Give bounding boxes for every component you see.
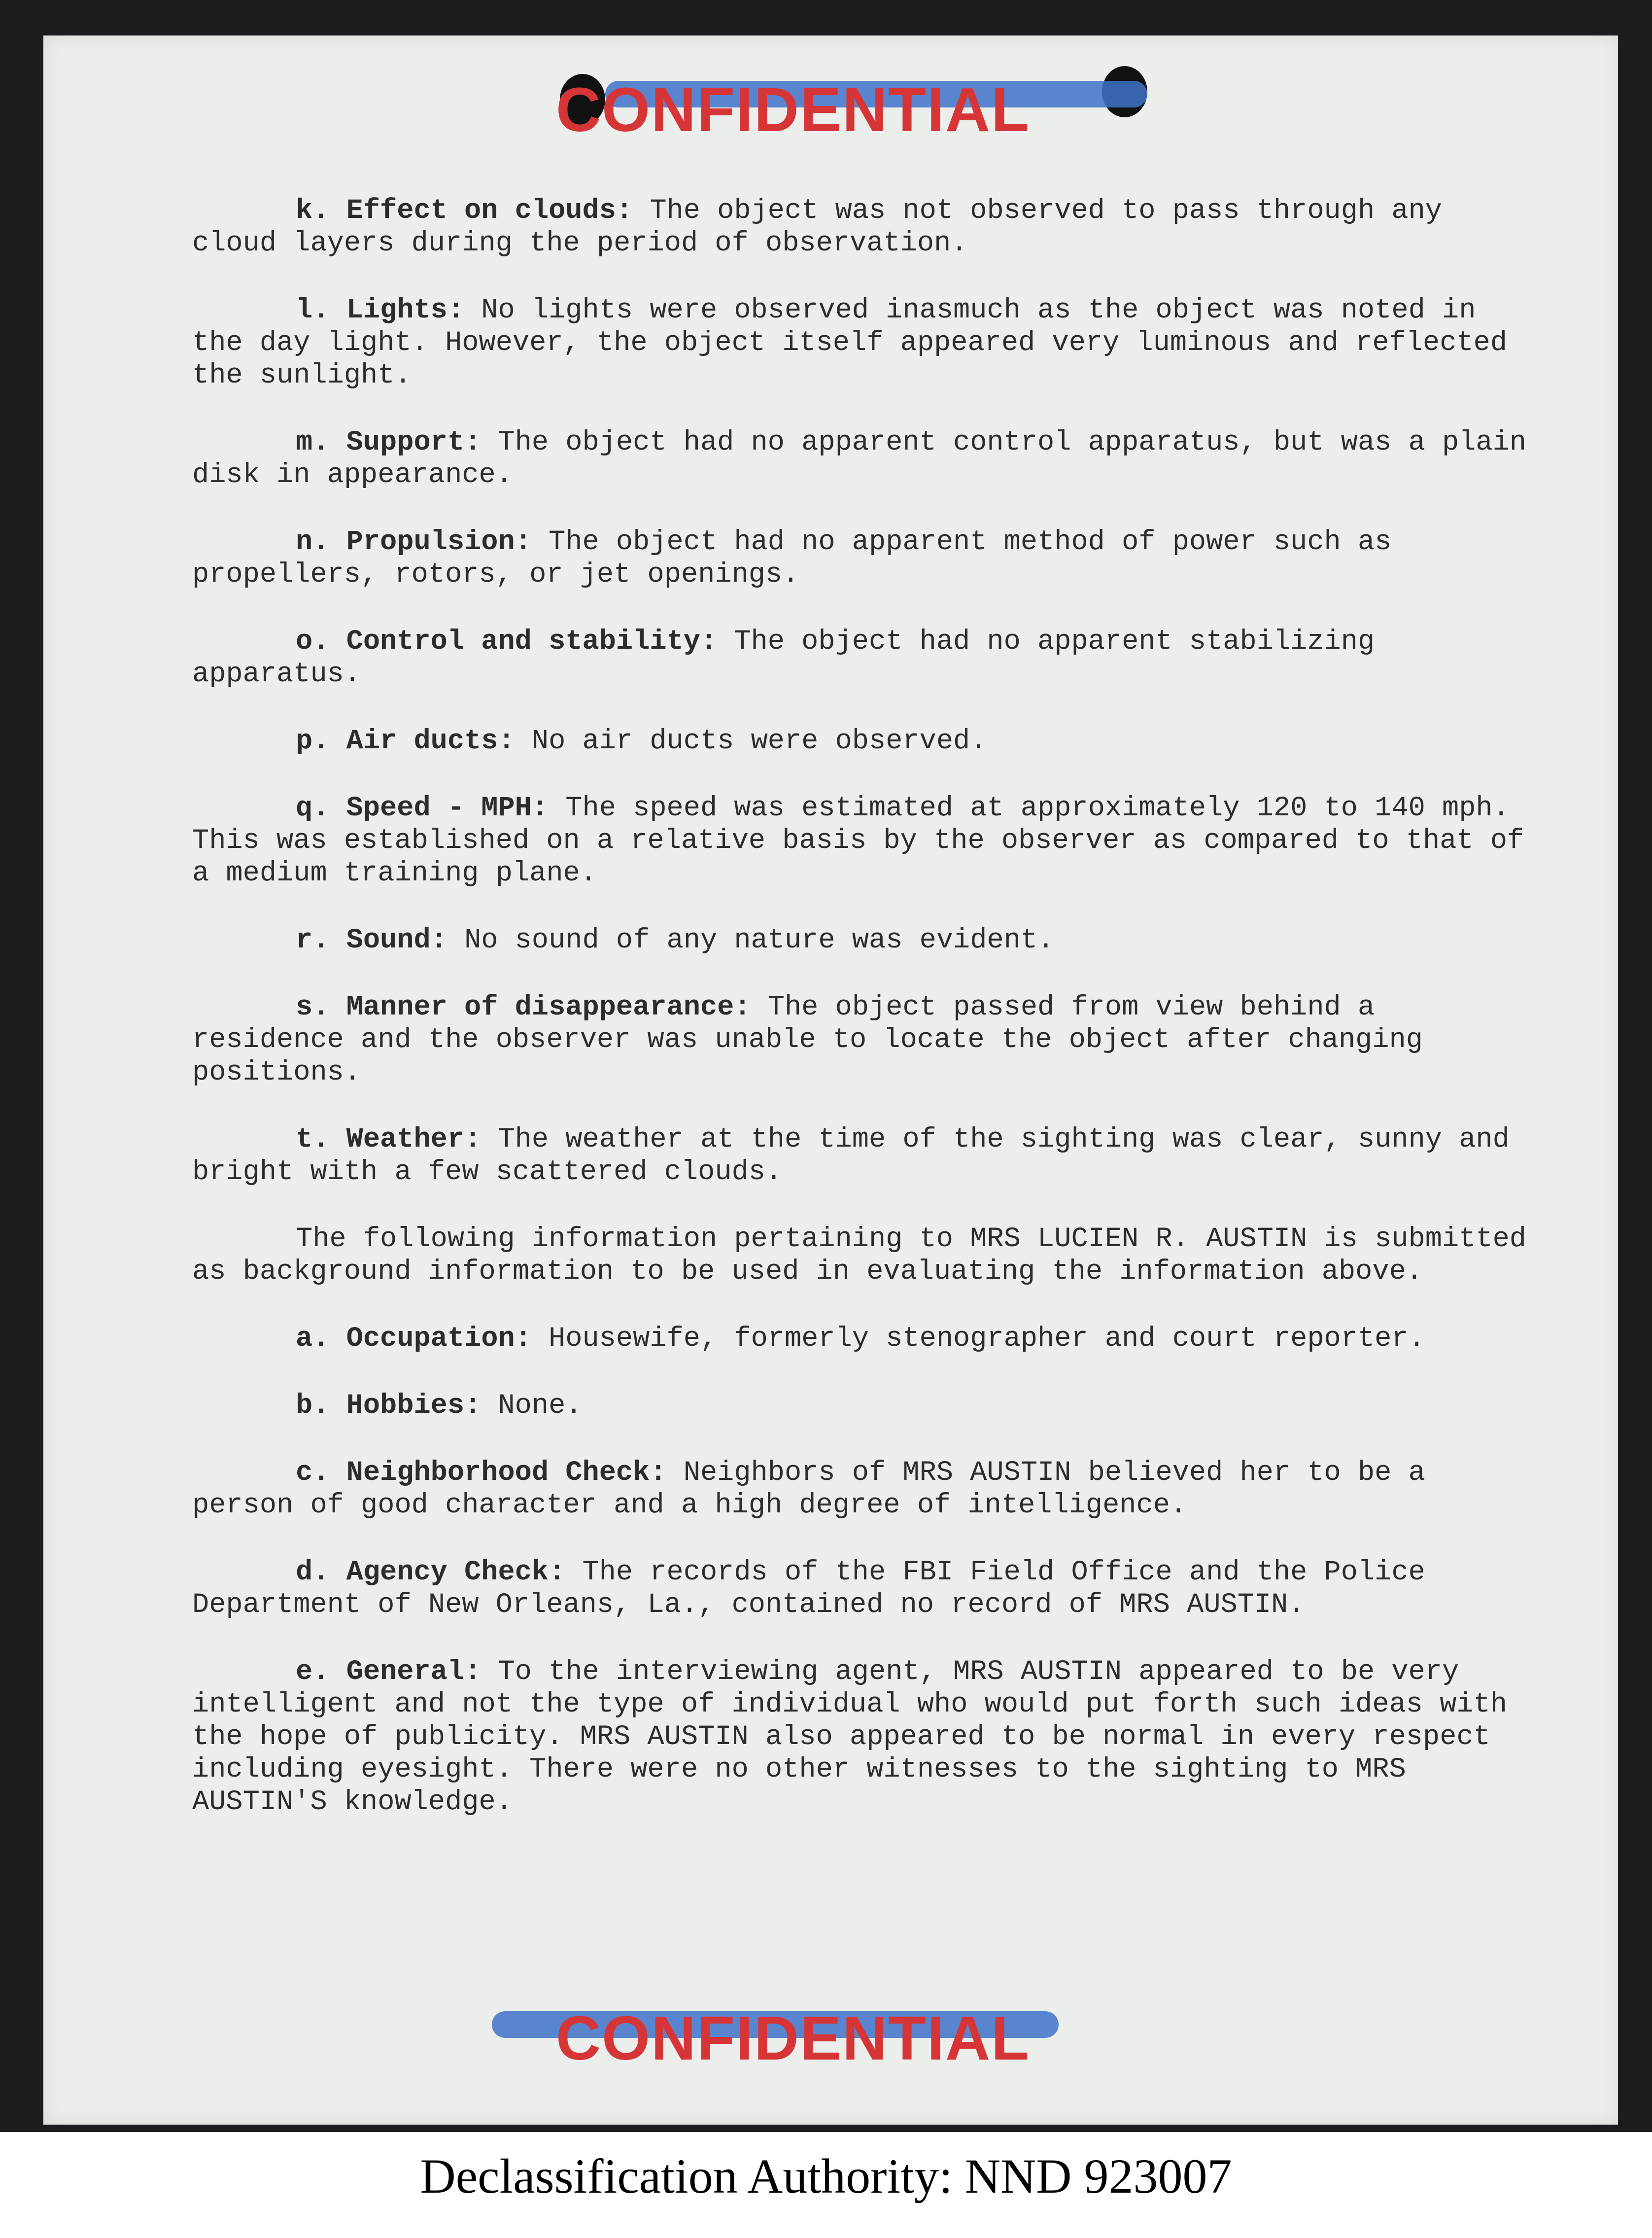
item-text: No sound of any nature was evident. xyxy=(447,925,1055,956)
item-text: Neighbors of MRS AUSTIN believed her to be a person of good character and a high degree of intelligence. xyxy=(192,1457,1425,1521)
document-body xyxy=(192,195,1543,1853)
header-confidential-stamp xyxy=(43,70,1618,149)
item-text: No air ducts were observed. xyxy=(515,726,987,757)
item-label: o. Control and stability: xyxy=(296,626,718,658)
item-label: b. Hobbies: xyxy=(296,1390,482,1422)
item-label: e. General: xyxy=(296,1656,482,1688)
declassification-caption: Declassification Authority: NND 923007 xyxy=(420,2149,1232,2203)
confidential-stamp-text: CONFIDENTIAL xyxy=(556,75,1030,144)
item-l-lights xyxy=(192,294,1543,392)
item-text: The records of the FBI Field Office and the Police Department of New Orleans, La., contained no record of MRS AUSTIN. xyxy=(192,1557,1425,1621)
item-e-general xyxy=(192,1656,1543,1818)
item-d-agency-check xyxy=(192,1556,1543,1621)
item-o-control-and-stability xyxy=(192,626,1543,691)
item-a-occupation xyxy=(192,1323,1543,1355)
item-k-effect-on-clouds xyxy=(192,195,1543,260)
item-text: The following information pertaining to MRS LUCIEN R. AUSTIN is submitted as background information to be used in evaluating the information above. xyxy=(192,1224,1527,1288)
item-n-propulsion xyxy=(192,526,1543,591)
item-s-manner-of-disappearance xyxy=(192,991,1543,1089)
item-text: To the interviewing agent, MRS AUSTIN appeared to be very intelligent and not the type of individual who would put forth such ideas with the hope of publicity. MRS AUSTIN also appeared to be normal in every respect including eyesight. There were no other witnesses to the sighting to MRS AUSTIN'S knowledge. xyxy=(192,1656,1508,1818)
item-p-air-ducts xyxy=(192,725,1543,758)
item-text: None. xyxy=(481,1390,583,1422)
item-label: p. Air ducts: xyxy=(296,726,515,757)
item-c-neighborhood-check xyxy=(192,1457,1543,1522)
item-r-sound xyxy=(192,924,1543,957)
item-text: The speed was estimated at approximately 120 to 140 mph. This was established on a relative basis by the observer as compared to that of a medium training plane. xyxy=(192,793,1524,889)
item-label: d. Agency Check: xyxy=(296,1557,566,1588)
item-label: m. Support: xyxy=(296,427,482,458)
footer-confidential-stamp xyxy=(43,1988,1618,2073)
item-label: n. Propulsion: xyxy=(296,526,532,558)
item-text: The weather at the time of the sighting was clear, sunny and bright with a few scattered clouds. xyxy=(192,1124,1510,1188)
item-label: a. Occupation: xyxy=(296,1323,532,1355)
item-label: s. Manner of disappearance: xyxy=(296,992,751,1023)
item-q-speed xyxy=(192,792,1543,890)
item-label: l. Lights: xyxy=(296,295,465,326)
item-text: The object had no apparent method of power such as propellers, rotors, or jet openings. xyxy=(192,526,1392,591)
item-text: The object had no apparent control apparatus, but was a plain disk in appearance. xyxy=(192,427,1527,491)
background-intro xyxy=(192,1223,1543,1288)
item-label: c. Neighborhood Check: xyxy=(296,1457,667,1489)
item-label: q. Speed - MPH: xyxy=(296,793,549,824)
item-text: The object was not observed to pass through any cloud layers during the period of observation. xyxy=(192,195,1442,259)
item-text: No lights were observed inasmuch as the object was noted in the day light. However, the object itself appeared very luminous and reflected the sunlight. xyxy=(192,295,1508,391)
item-label: r. Sound: xyxy=(296,925,447,956)
item-t-weather xyxy=(192,1123,1543,1189)
item-text: The object passed from view behind a residence and the observer was unable to locate the object after changing positions. xyxy=(192,992,1423,1088)
item-label: k. Effect on clouds: xyxy=(296,195,633,227)
confidential-stamp-text: CONFIDENTIAL xyxy=(556,2003,1030,2073)
item-m-support xyxy=(192,426,1543,491)
item-text: The object had no apparent stabilizing apparatus. xyxy=(192,626,1375,690)
item-text: Housewife, formerly stenographer and court reporter. xyxy=(531,1323,1425,1355)
item-b-hobbies xyxy=(192,1390,1543,1422)
item-label: t. Weather: xyxy=(296,1124,482,1155)
